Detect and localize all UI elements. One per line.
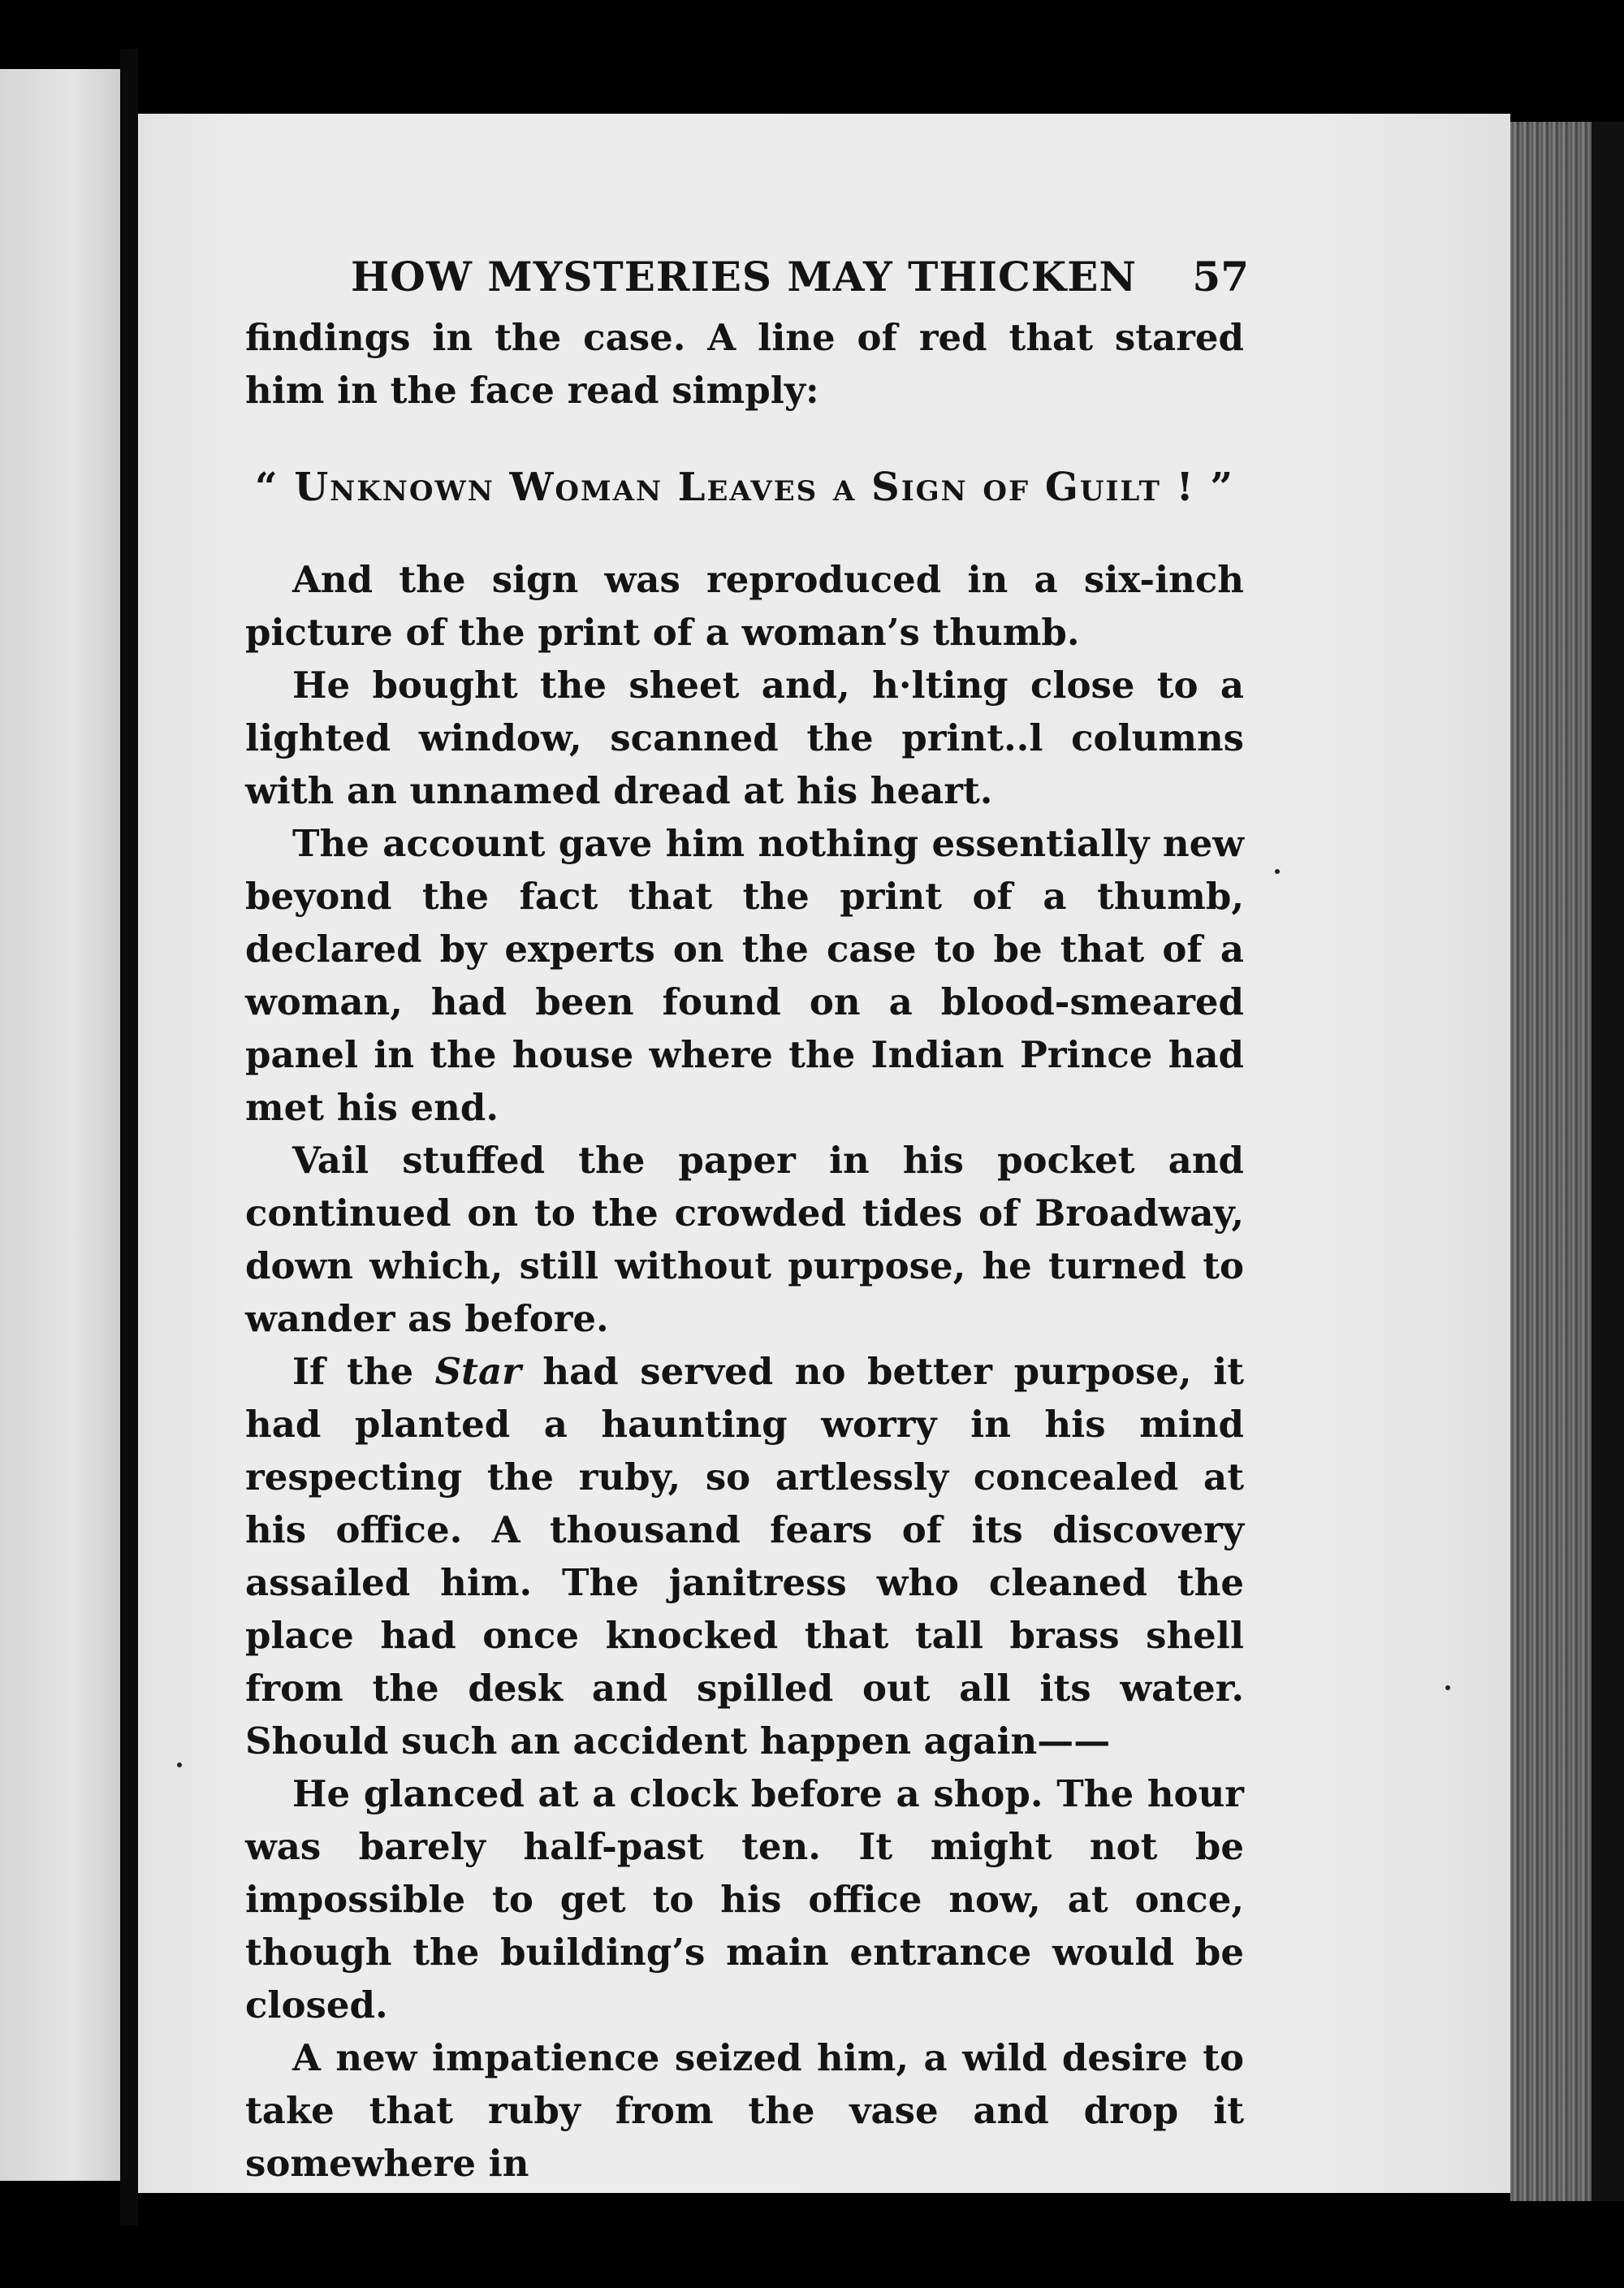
page-number: 57 (1192, 253, 1249, 301)
page-edge-shadow (1592, 122, 1624, 2201)
facing-page-edge (0, 69, 120, 2181)
paragraph-7: He glanced at a clock before a shop. The hour was barely half-past ten. It might not be impossible to get to his office now, at once, though the building’s main entrance would be closed. (245, 1772, 1244, 2026)
newspaper-headline: “ Unknown Woman Leaves a Sign of Guilt ! ” (255, 465, 1234, 510)
page-stack-edge (1510, 122, 1592, 2201)
speck-mark (1275, 869, 1280, 874)
paragraph-6-lead: If the (292, 1350, 414, 1393)
paragraph-8: A new impatience seized him, a wild desire to take that ruby from the vase and drop it somewhere in (245, 2036, 1244, 2185)
paragraph-4: The account gave him nothing essentially new beyond the fact that the print of a thumb, declared by experts on the case to be that of a woman, had been found on a blood-smeared panel in the house where the Indian Prince had met his end. (245, 822, 1244, 1129)
paragraph-2: And the sign was reproduced in a six-inch picture of the print of a woman’s thumb. (245, 558, 1244, 654)
book-gutter (120, 49, 138, 2225)
paragraph-6-body: had served no better purpose, it had planted a haunting worry in his mind respecting the ruby, so artlessly concealed at his office. A thousand fears of its discovery assailed him. The janitress who cleaned the place had once knocked that tall brass shell from the desk and spilled out all its water. Should such an accident happen again—— (245, 1350, 1244, 1762)
running-head (351, 250, 1249, 311)
paragraph-3: He bought the sheet and, h·lting close to a lighted window, scanned the print..l columns with an unnamed dread at his heart. (245, 664, 1244, 812)
running-title: HOW MYSTERIES MAY THICKEN (351, 253, 1138, 301)
paragraph-1: findings in the case. A line of red that stared him in the face read simply: (245, 316, 1244, 412)
speck-mark (177, 1762, 182, 1767)
newspaper-name: Star (434, 1350, 521, 1393)
book-page (138, 114, 1510, 2193)
speck-mark (1445, 1685, 1450, 1690)
page-content (245, 250, 1249, 2190)
paragraph-5: Vail stuffed the paper in his pocket and continued on to the crowded tides of Broadway, down which, still without purpose, he turned to wander as before. (245, 1139, 1244, 1340)
paragraph-6 (245, 1345, 1244, 1767)
